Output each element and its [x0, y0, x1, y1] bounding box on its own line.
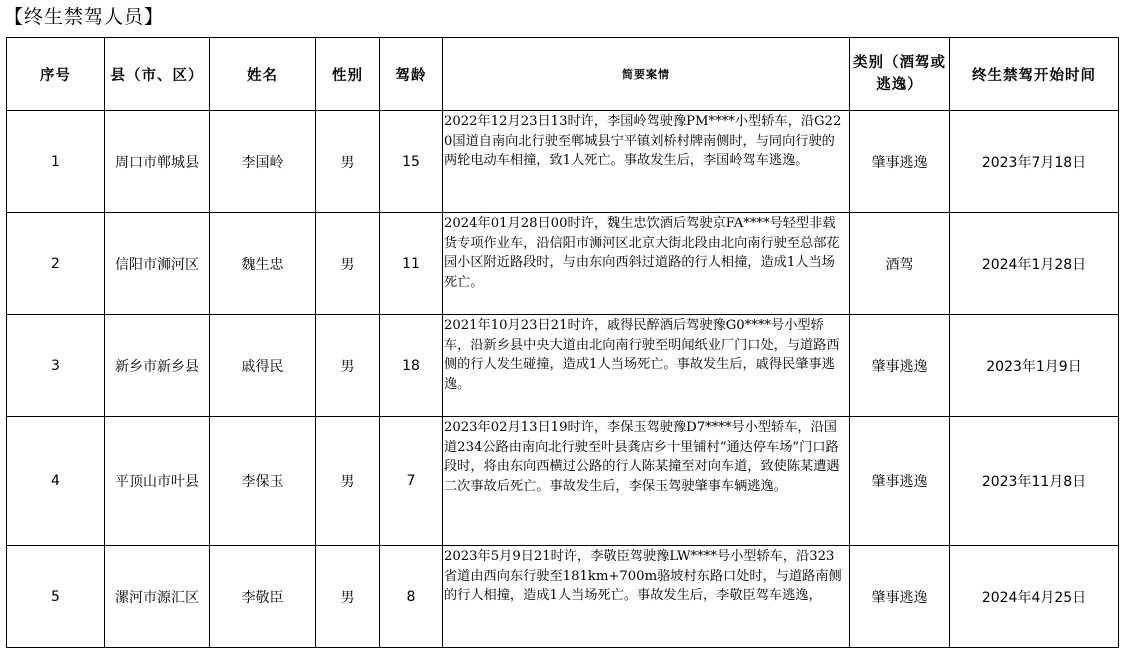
cell-driving-age: 18 — [380, 315, 443, 417]
table-row — [7, 315, 1119, 417]
cell-start-time: 2023年11月8日 — [950, 417, 1119, 546]
cell-name: 魏生忠 — [210, 213, 316, 315]
cell-name: 李敬臣 — [210, 546, 316, 648]
cell-category: 肇事逃逸 — [850, 546, 950, 648]
cell-no: 1 — [7, 111, 105, 213]
header-name: 姓名 — [210, 38, 316, 111]
table-row — [7, 213, 1119, 315]
cell-name: 李国岭 — [210, 111, 316, 213]
cell-category: 酒驾 — [850, 213, 950, 315]
cell-start-time: 2024年1月28日 — [950, 213, 1119, 315]
cell-county: 新乡市新乡县 — [105, 315, 210, 417]
cell-gender: 男 — [316, 213, 380, 315]
cell-case-summary: 2024年01月28日00时许，魏生忠饮酒后驾驶京FA****号轻型非载货专项作业车，沿信阳市浉河区北京大街北段由北向南行驶至总部花园小区附近路段时，与由东向西斜过道路的行人相撞，造成1人当场死亡。 — [443, 213, 850, 315]
table-row — [7, 111, 1119, 213]
cell-start-time: 2023年1月9日 — [950, 315, 1119, 417]
table-row — [7, 417, 1119, 546]
cell-county: 周口市郸城县 — [105, 111, 210, 213]
table-row — [7, 546, 1119, 648]
cell-county: 漯河市源汇区 — [105, 546, 210, 648]
cell-name: 李保玉 — [210, 417, 316, 546]
cell-case-summary: 2022年12月23日13时许，李国岭驾驶豫PM****小型轿车，沿G220国道自南向北行驶至郸城县宁平镇刘桥村牌南侧时，与同向行驶的两轮电动车相撞，致1人死亡。事故发生后，李国岭驾车逃逸。 — [443, 111, 850, 213]
cell-gender: 男 — [316, 315, 380, 417]
page-title: 【终生禁驾人员】 — [4, 6, 165, 28]
cell-driving-age: 15 — [380, 111, 443, 213]
cell-case-summary: 2023年5月9日21时许，李敬臣驾驶豫LW****号小型轿车，沿323省道由西向东行驶至181km+700m骆坡村东路口处时，与道路南侧的行人相撞，造成1人当场死亡。事故发生后，李敬臣驾车逃逸， — [443, 546, 850, 648]
cell-category: 肇事逃逸 — [850, 315, 950, 417]
cell-no: 4 — [7, 417, 105, 546]
cell-category: 肇事逃逸 — [850, 111, 950, 213]
table-header-row — [7, 38, 1119, 111]
cell-county: 信阳市浉河区 — [105, 213, 210, 315]
cell-driving-age: 8 — [380, 546, 443, 648]
cell-no: 3 — [7, 315, 105, 417]
cell-category: 肇事逃逸 — [850, 417, 950, 546]
banned-drivers-table — [6, 37, 1119, 648]
cell-no: 5 — [7, 546, 105, 648]
cell-gender: 男 — [316, 546, 380, 648]
cell-gender: 男 — [316, 417, 380, 546]
header-no: 序号 — [7, 38, 105, 111]
header-case-summary: 简要案情 — [443, 38, 850, 111]
cell-driving-age: 11 — [380, 213, 443, 315]
header-start-time: 终生禁驾开始时间 — [950, 38, 1119, 111]
cell-county: 平顶山市叶县 — [105, 417, 210, 546]
cell-name: 戚得民 — [210, 315, 316, 417]
cell-driving-age: 7 — [380, 417, 443, 546]
cell-case-summary: 2023年02月13日19时许，李保玉驾驶豫D7****号小型轿车，沿国道234公路由南向北行驶至叶县龚店乡十里铺村“通达停车场”门口路段时，将由东向西横过公路的行人陈某撞至对向车道，致使陈某遭遇二次事故后死亡。事故发生后，李保玉驾驶肇事车辆逃逸。 — [443, 417, 850, 546]
header-gender: 性别 — [316, 38, 380, 111]
cell-case-summary: 2021年10月23日21时许，戚得民醉酒后驾驶豫G0****号小型轿车，沿新乡县中央大道由北向南行驶至明闻纸业厂门口处，与道路西侧的行人发生碰撞，造成1人当场死亡。事故发生后，戚得民肇事逃逸。 — [443, 315, 850, 417]
cell-gender: 男 — [316, 111, 380, 213]
header-category: 类别（酒驾或逃逸） — [850, 38, 950, 111]
cell-start-time: 2023年7月18日 — [950, 111, 1119, 213]
cell-no: 2 — [7, 213, 105, 315]
header-county: 县（市、区） — [105, 38, 210, 111]
header-driving-age: 驾龄 — [380, 38, 443, 111]
cell-start-time: 2024年4月25日 — [950, 546, 1119, 648]
